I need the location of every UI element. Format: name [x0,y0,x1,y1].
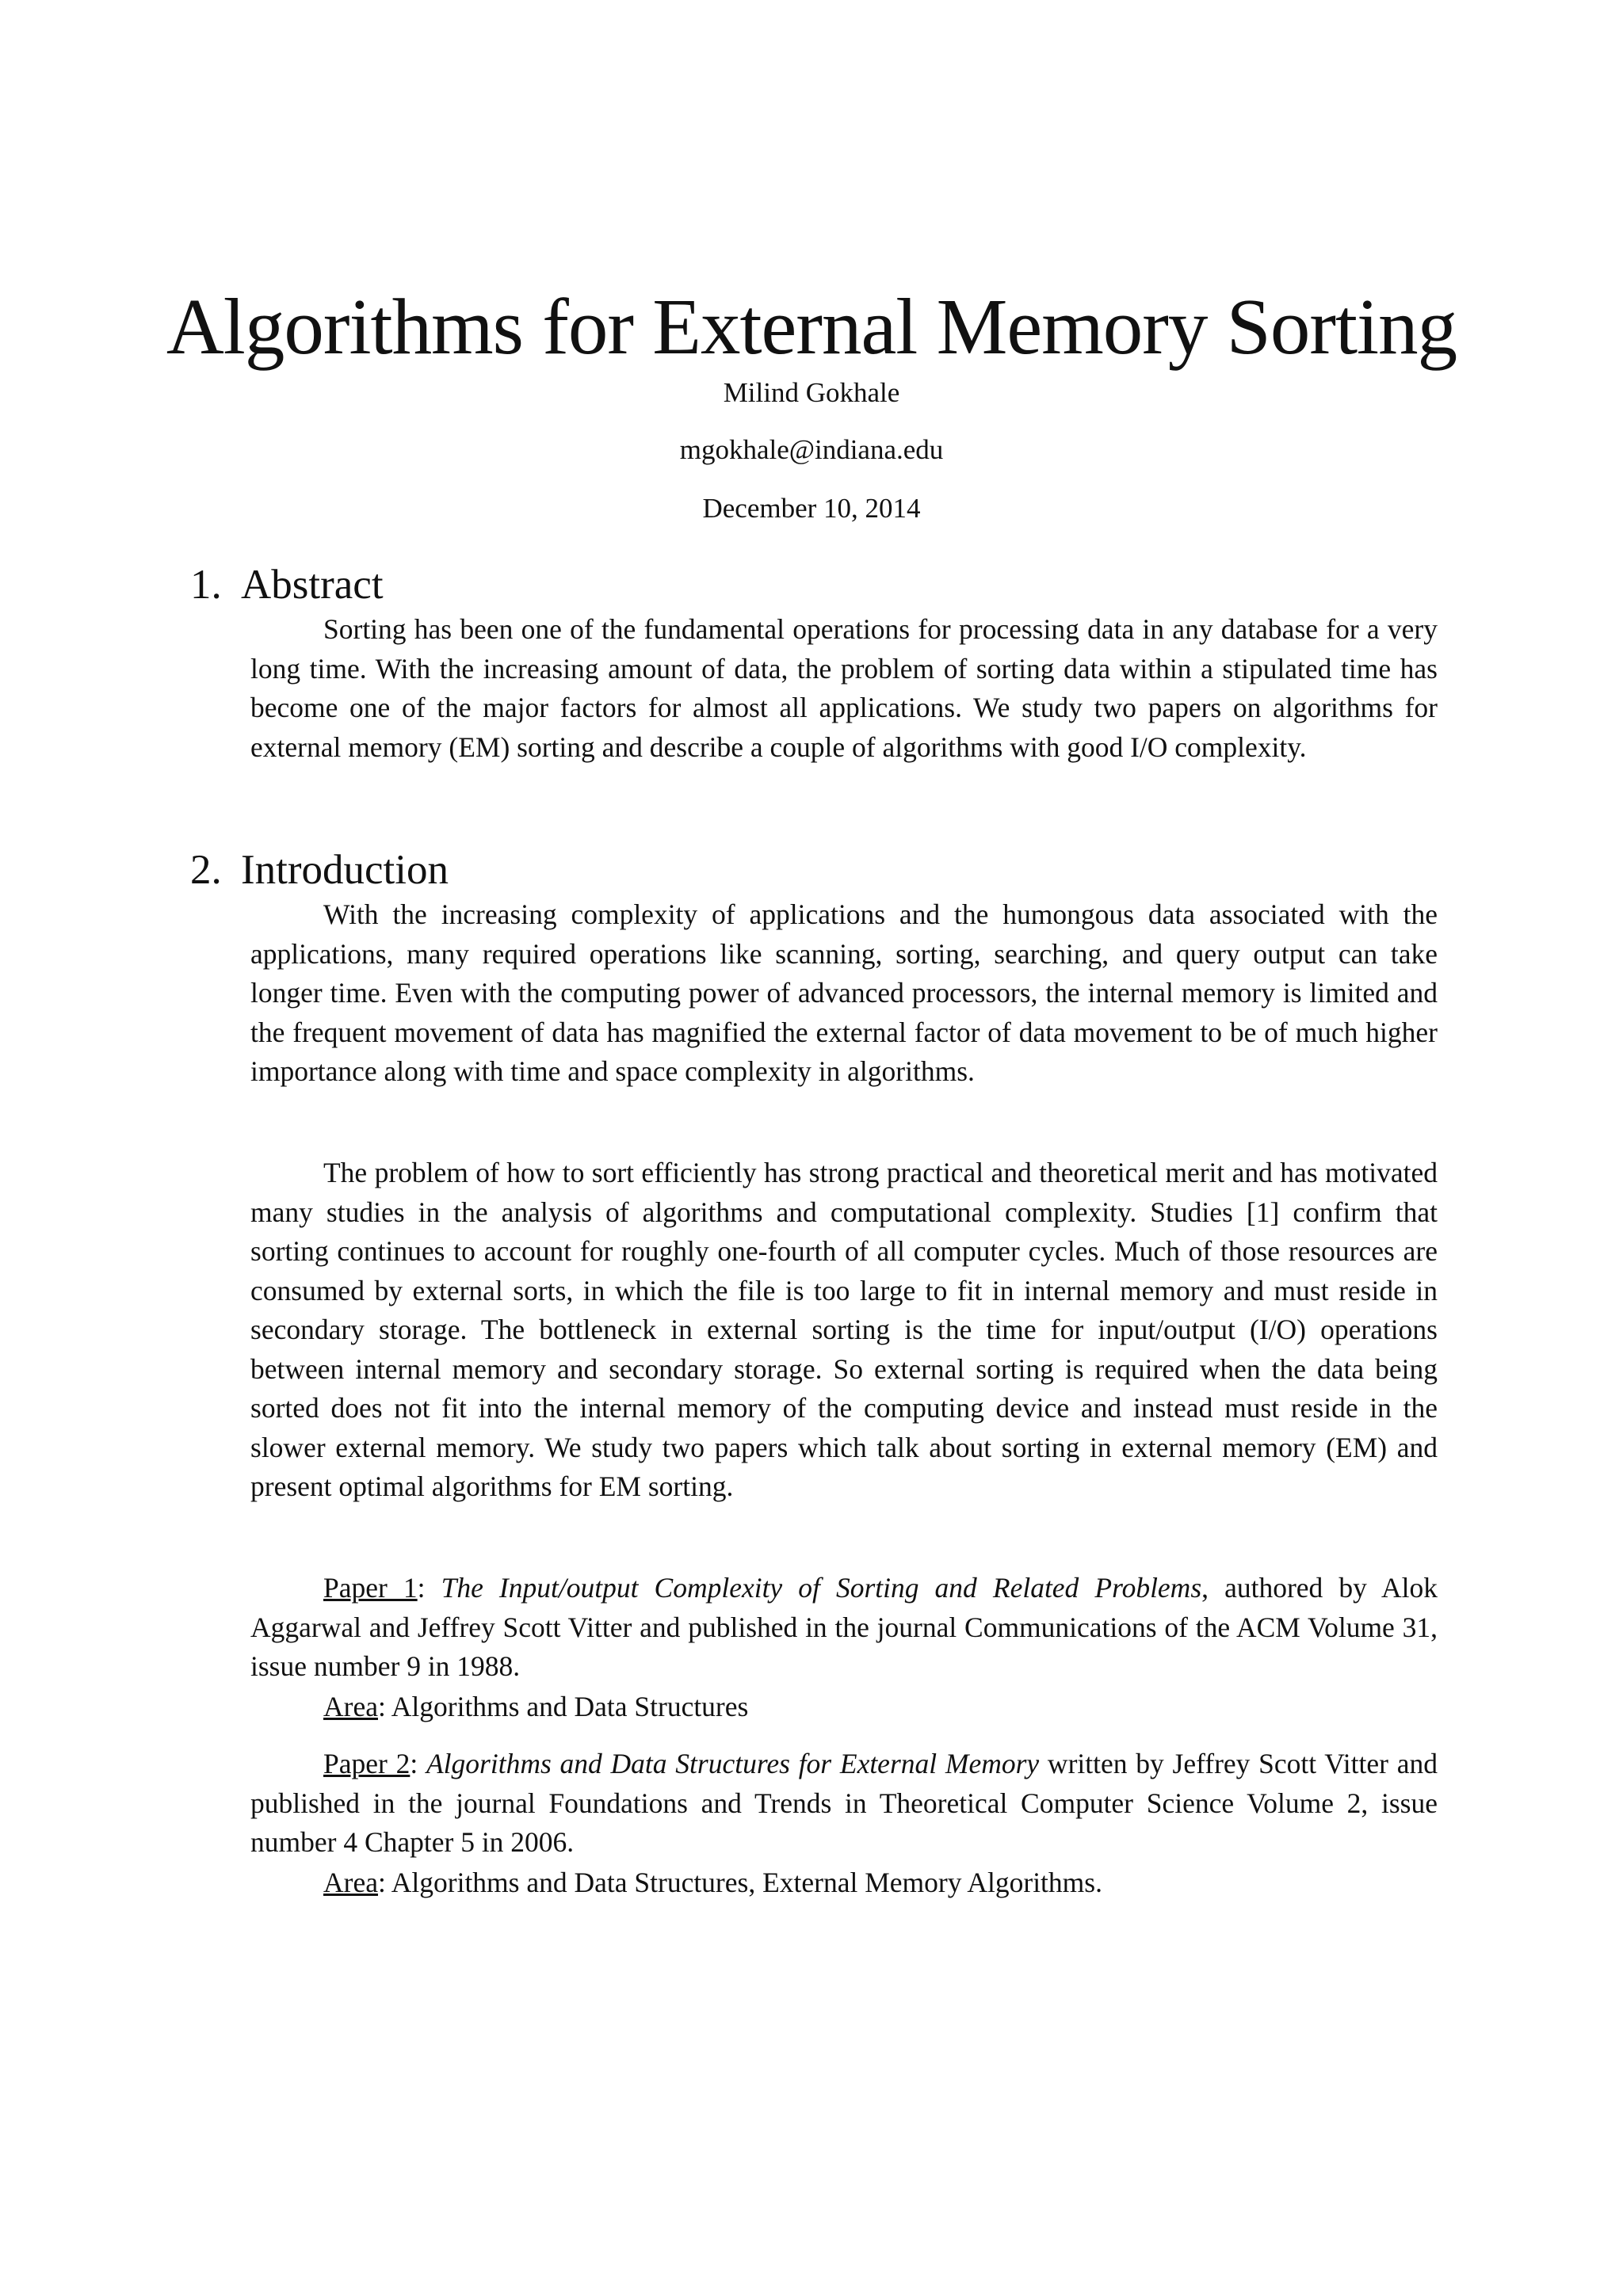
introduction-paragraph-1: With the increasing complexity of applications and the humongous data associated with the applications, many required operations like scanning, sorting, searching, and query output can take longer time. Even with the computing power of advanced processors, the internal memory is limited and the frequent movement of data has magnified the external factor of data movement to be of much higher importance along with time and space complexity in algorithms. [250,898,1438,1087]
publication-date: December 10, 2014 [702,493,921,524]
paper-2-area [323,1863,1102,1903]
paper-2-details: written by Jeffrey Scott Vitter and published in the journal Foundations and Trends in Theoretical Computer Science Volume 2, issue number 4 Chapter 5 in 2006. [250,1748,1438,1858]
paper-2-area-label: Area [323,1867,378,1898]
paper-2-label: Paper 2 [323,1748,411,1779]
paper-1-area-label: Area [323,1691,378,1722]
introduction-heading [190,845,449,895]
paper-2-title: Algorithms and Data Structures for External Memory [426,1748,1040,1779]
paper-2-area-text: : Algorithms and Data Structures, External Memory Algorithms. [377,1867,1102,1898]
paper-1-label: Paper 1 [323,1572,418,1604]
abstract-heading-text: Abstract [241,562,384,608]
abstract-paragraph: Sorting has been one of the fundamental operations for processing data in any database for a very long time. With the increasing amount of data, the problem of sorting data within a stipulated time has become one of the major factors for almost all applications. We study two papers on algorithms for external memory (EM) sorting and describe a couple of algorithms with good I/O complexity. [250,613,1438,763]
paper-1-reference: Paper 1: The Input/output Complexity of Sorting and Related Problems, authored by Alok Aggarwal and Jeffrey Scott Vitter and published in the journal Communications of the ACM Volume 31, issue number 9 in 1988. [250,1572,1438,1682]
introduction-number: 2. [190,847,222,893]
paper-1-area-text: : Algorithms and Data Structures [377,1691,749,1722]
introduction-paragraph-2: The problem of how to sort efficiently has strong practical and theoretical merit and has motivated many studies in the analysis of algorithms and computational complexity. Studies [1] confirm that sorting continues to account for roughly one-fourth of all computer cycles. Much of those resources are consumed by external sorts, in which the file is too large to fit in internal memory and must reside in secondary storage. The bottleneck in external sorting is the time for input/output (I/O) operations between internal memory and secondary storage. So external sorting is required when the data being sorted does not fit into the internal memory of the computing device and instead must reside in the slower external memory. We study two papers which talk about sorting in external memory (EM) and present optimal algorithms for EM sorting. [250,1157,1438,1502]
author-email: mgokhale@indiana.edu [679,434,944,465]
paper-1-details: , authored by Alok Aggarwal and Jeffrey Scott Vitter and published in the journal Communications of the ACM Volume 31, issue number 9 in 1988. [250,1572,1438,1682]
paper-1-area [323,1688,748,1727]
introduction-heading-text: Introduction [241,847,449,893]
paper-1-title: The Input/output Complexity of Sorting and Related Problems [441,1572,1202,1604]
abstract-number: 1. [190,562,222,608]
abstract-heading [190,559,384,610]
author-name: Milind Gokhale [723,377,900,408]
paper-2-reference: Paper 2: Algorithms and Data Structures for External Memory written by Jeffrey Scott Vitter and published in the journal Foundations and Trends in Theoretical Computer Science Volume 2, issue number 4 Chapter 5 in 2006. [250,1748,1438,1858]
paper-title: Algorithms for External Memory Sorting [166,282,1457,371]
